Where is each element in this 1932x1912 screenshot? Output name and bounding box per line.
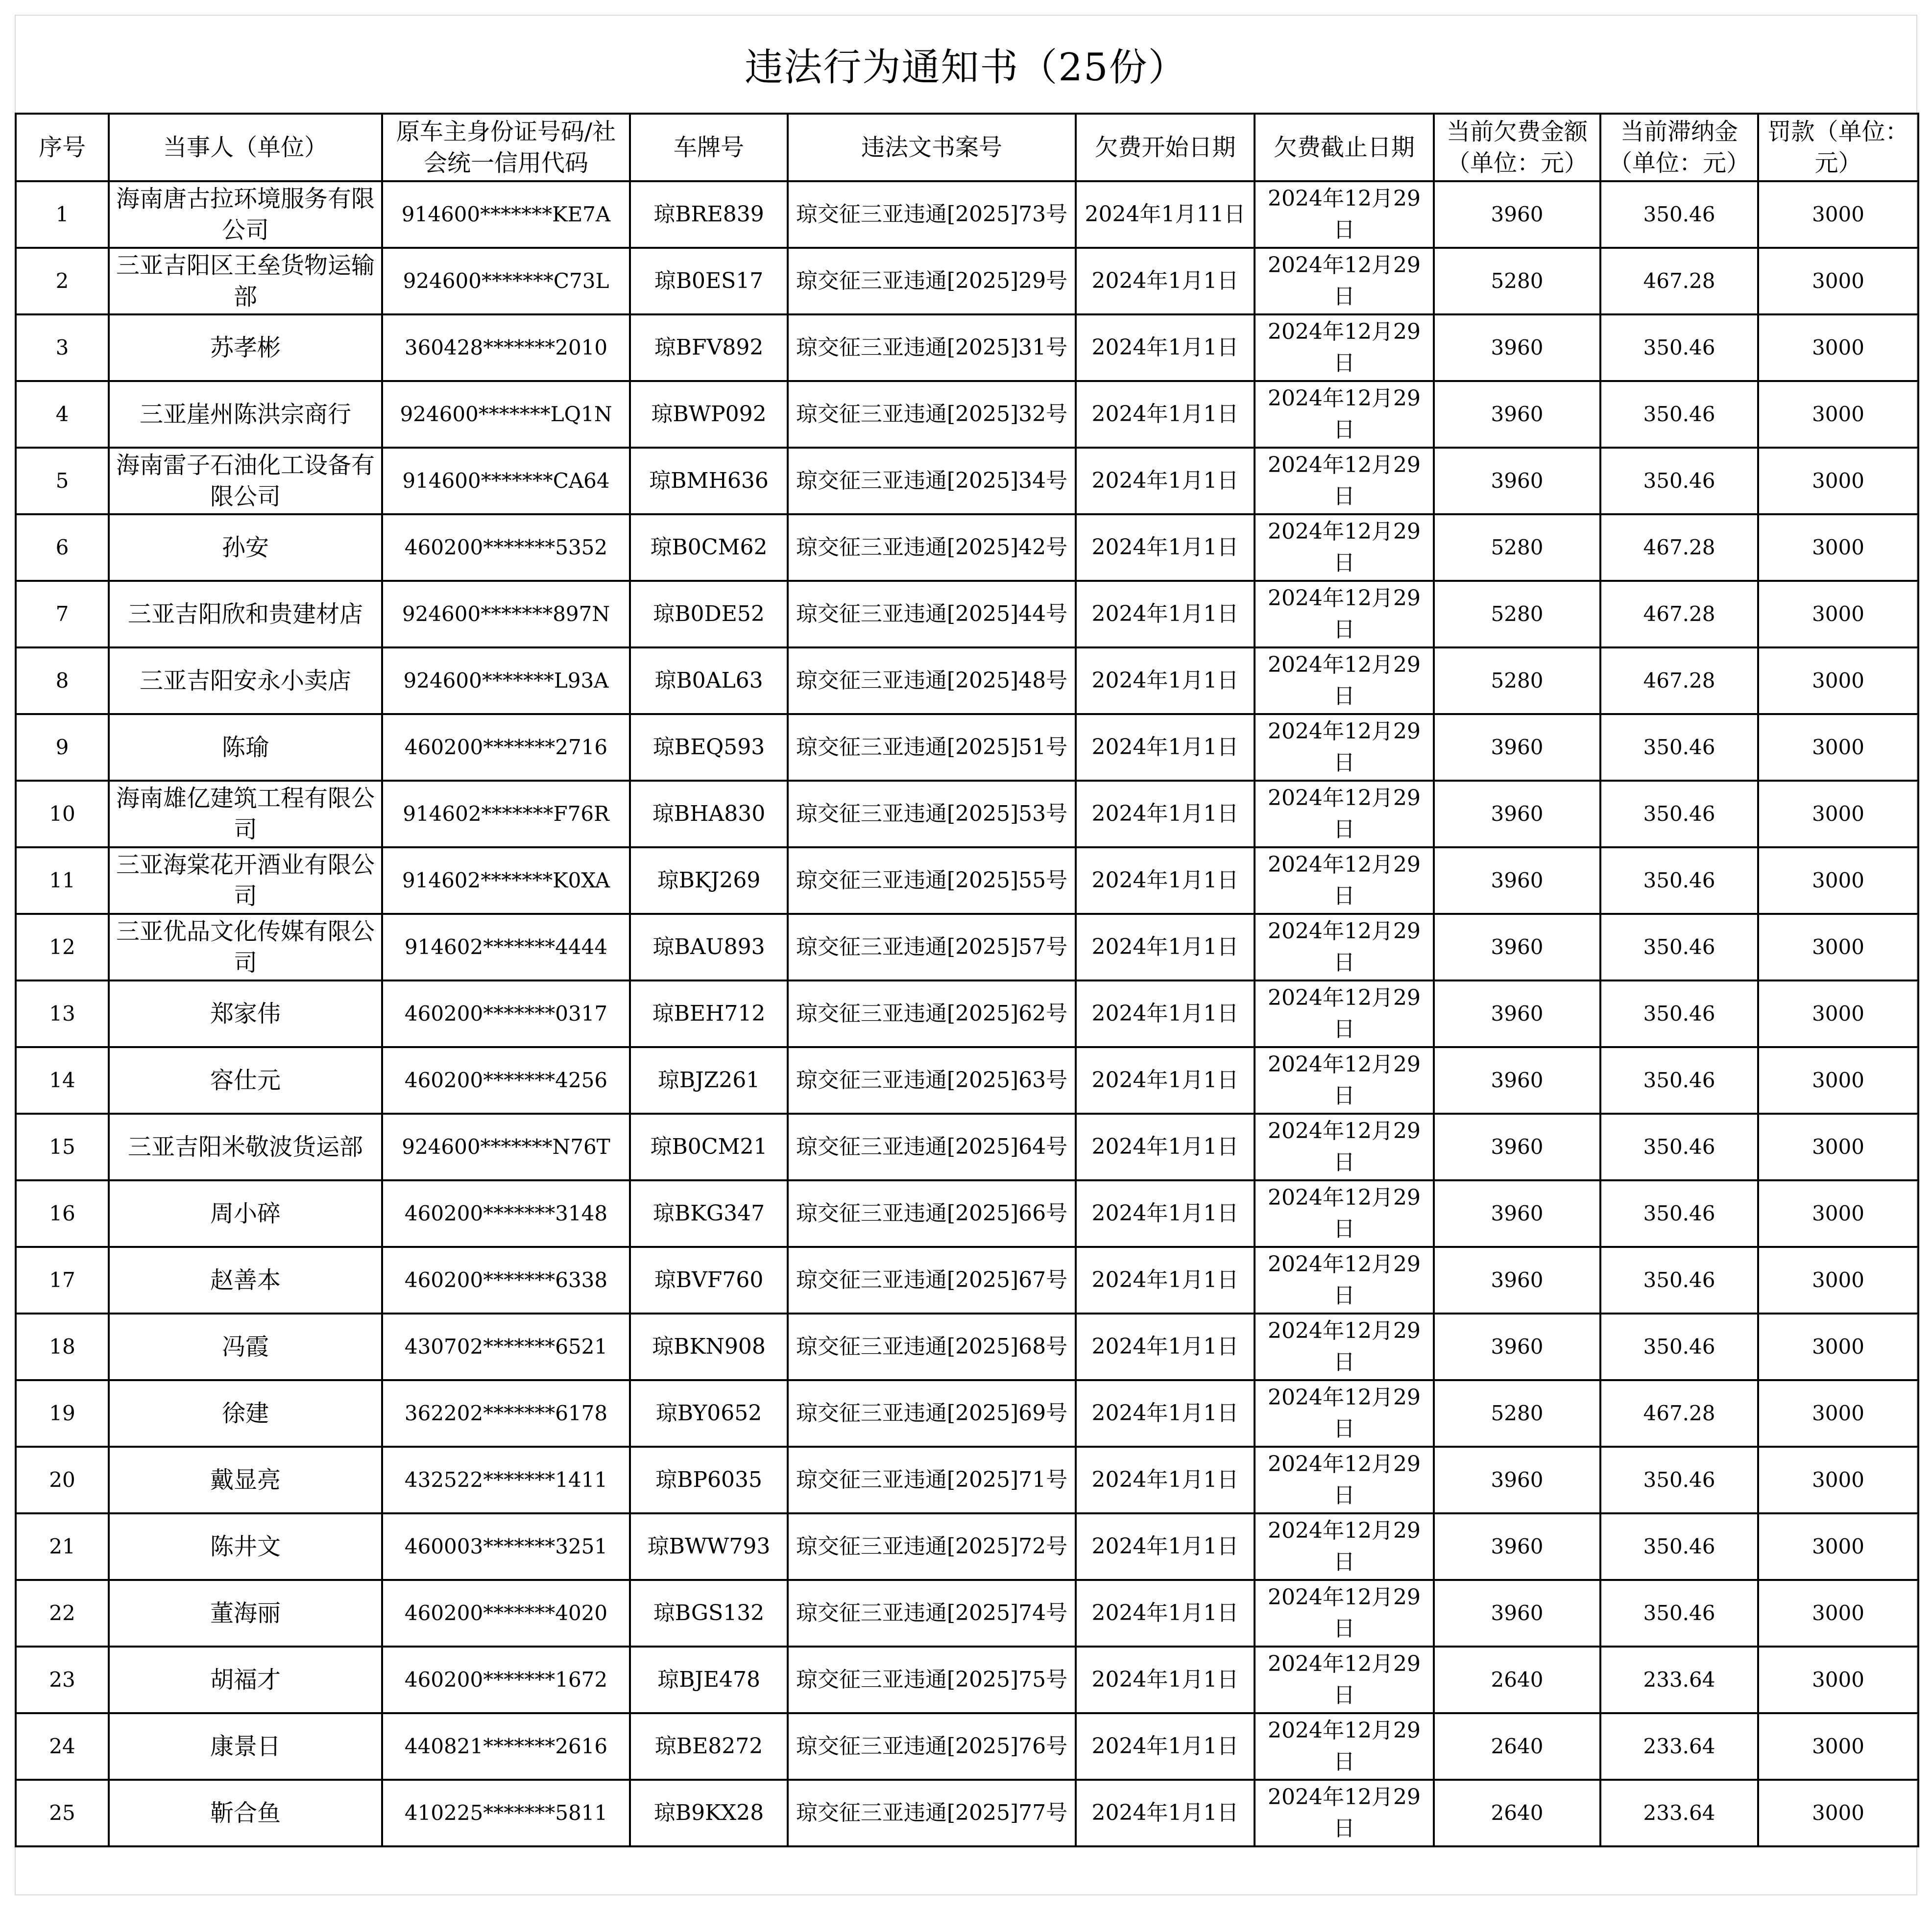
cell-party: 赵善本 bbox=[109, 1247, 382, 1314]
cell-start-date: 2024年1月1日 bbox=[1076, 1314, 1255, 1380]
cell-start-date: 2024年1月1日 bbox=[1076, 514, 1255, 581]
cell-id: 460200*******4020 bbox=[382, 1580, 630, 1647]
cell-id: 460200*******5352 bbox=[382, 514, 630, 581]
cell-case: 琼交征三亚违通[2025]42号 bbox=[788, 514, 1076, 581]
cell-case: 琼交征三亚违通[2025]69号 bbox=[788, 1380, 1076, 1447]
cell-late-fee: 350.46 bbox=[1600, 381, 1758, 448]
cell-plate: 琼BWP092 bbox=[630, 381, 788, 448]
cell-start-date: 2024年1月1日 bbox=[1076, 314, 1255, 381]
cell-plate: 琼BEQ593 bbox=[630, 714, 788, 781]
cell-party: 陈瑜 bbox=[109, 714, 382, 781]
table-row bbox=[16, 248, 1918, 314]
cell-party: 海南雷子石油化工设备有限公司 bbox=[109, 448, 382, 514]
cell-case: 琼交征三亚违通[2025]51号 bbox=[788, 714, 1076, 781]
cell-end-date: 2024年12月29日 bbox=[1255, 581, 1434, 647]
cell-no: 5 bbox=[16, 448, 109, 514]
table-row bbox=[16, 980, 1918, 1047]
header-fine: 罚款（单位：元） bbox=[1758, 114, 1918, 181]
cell-case: 琼交征三亚违通[2025]73号 bbox=[788, 181, 1076, 248]
cell-id: 430702*******6521 bbox=[382, 1314, 630, 1380]
cell-plate: 琼BKJ269 bbox=[630, 847, 788, 914]
cell-case: 琼交征三亚违通[2025]64号 bbox=[788, 1114, 1076, 1180]
cell-id: 460200*******3148 bbox=[382, 1180, 630, 1247]
cell-late-fee: 350.46 bbox=[1600, 1580, 1758, 1647]
cell-late-fee: 350.46 bbox=[1600, 914, 1758, 980]
cell-party: 孙安 bbox=[109, 514, 382, 581]
cell-owed-amount: 3960 bbox=[1434, 1314, 1600, 1380]
cell-plate: 琼B0ES17 bbox=[630, 248, 788, 314]
cell-case: 琼交征三亚违通[2025]29号 bbox=[788, 248, 1076, 314]
table-row bbox=[16, 714, 1918, 781]
cell-party: 三亚优品文化传媒有限公司 bbox=[109, 914, 382, 980]
cell-no: 6 bbox=[16, 514, 109, 581]
cell-case: 琼交征三亚违通[2025]44号 bbox=[788, 581, 1076, 647]
table-row bbox=[16, 1180, 1918, 1247]
cell-end-date: 2024年12月29日 bbox=[1255, 314, 1434, 381]
cell-end-date: 2024年12月29日 bbox=[1255, 847, 1434, 914]
cell-start-date: 2024年1月1日 bbox=[1076, 248, 1255, 314]
cell-no: 24 bbox=[16, 1713, 109, 1780]
header-row bbox=[16, 114, 1918, 181]
cell-no: 17 bbox=[16, 1247, 109, 1314]
cell-start-date: 2024年1月11日 bbox=[1076, 181, 1255, 248]
cell-party: 冯霞 bbox=[109, 1314, 382, 1380]
cell-plate: 琼BFV892 bbox=[630, 314, 788, 381]
cell-fine: 3000 bbox=[1758, 647, 1918, 714]
cell-start-date: 2024年1月1日 bbox=[1076, 448, 1255, 514]
cell-party: 董海丽 bbox=[109, 1580, 382, 1647]
cell-case: 琼交征三亚违通[2025]76号 bbox=[788, 1713, 1076, 1780]
cell-start-date: 2024年1月1日 bbox=[1076, 847, 1255, 914]
cell-no: 8 bbox=[16, 647, 109, 714]
cell-owed-amount: 3960 bbox=[1434, 1513, 1600, 1580]
cell-late-fee: 350.46 bbox=[1600, 1247, 1758, 1314]
cell-owed-amount: 3960 bbox=[1434, 181, 1600, 248]
cell-plate: 琼BJZ261 bbox=[630, 1047, 788, 1114]
cell-end-date: 2024年12月29日 bbox=[1255, 1114, 1434, 1180]
cell-fine: 3000 bbox=[1758, 381, 1918, 448]
cell-plate: 琼B0AL63 bbox=[630, 647, 788, 714]
cell-case: 琼交征三亚违通[2025]48号 bbox=[788, 647, 1076, 714]
cell-id: 362202*******6178 bbox=[382, 1380, 630, 1447]
cell-id: 914600*******KE7A bbox=[382, 181, 630, 248]
cell-id: 924600*******897N bbox=[382, 581, 630, 647]
header-end: 欠费截止日期 bbox=[1255, 114, 1434, 181]
cell-late-fee: 467.28 bbox=[1600, 248, 1758, 314]
cell-no: 20 bbox=[16, 1447, 109, 1513]
table-row bbox=[16, 1447, 1918, 1513]
cell-party: 三亚崖州陈洪宗商行 bbox=[109, 381, 382, 448]
table-row bbox=[16, 1580, 1918, 1647]
table-row bbox=[16, 448, 1918, 514]
cell-late-fee: 467.28 bbox=[1600, 514, 1758, 581]
cell-late-fee: 350.46 bbox=[1600, 1180, 1758, 1247]
table-row bbox=[16, 581, 1918, 647]
cell-late-fee: 350.46 bbox=[1600, 1047, 1758, 1114]
cell-end-date: 2024年12月29日 bbox=[1255, 448, 1434, 514]
cell-owed-amount: 3960 bbox=[1434, 847, 1600, 914]
cell-party: 三亚吉阳安永小卖店 bbox=[109, 647, 382, 714]
cell-no: 16 bbox=[16, 1180, 109, 1247]
cell-no: 7 bbox=[16, 581, 109, 647]
cell-end-date: 2024年12月29日 bbox=[1255, 1580, 1434, 1647]
cell-plate: 琼BGS132 bbox=[630, 1580, 788, 1647]
cell-end-date: 2024年12月29日 bbox=[1255, 781, 1434, 847]
cell-fine: 3000 bbox=[1758, 181, 1918, 248]
cell-no: 22 bbox=[16, 1580, 109, 1647]
cell-id: 924600*******LQ1N bbox=[382, 381, 630, 448]
cell-party: 陈井文 bbox=[109, 1513, 382, 1580]
cell-plate: 琼BKG347 bbox=[630, 1180, 788, 1247]
cell-end-date: 2024年12月29日 bbox=[1255, 714, 1434, 781]
cell-start-date: 2024年1月1日 bbox=[1076, 1780, 1255, 1846]
header-late: 当前滞纳金（单位：元） bbox=[1600, 114, 1758, 181]
cell-fine: 3000 bbox=[1758, 1513, 1918, 1580]
cell-start-date: 2024年1月1日 bbox=[1076, 1380, 1255, 1447]
cell-start-date: 2024年1月1日 bbox=[1076, 1047, 1255, 1114]
cell-late-fee: 350.46 bbox=[1600, 314, 1758, 381]
cell-late-fee: 350.46 bbox=[1600, 781, 1758, 847]
cell-fine: 3000 bbox=[1758, 914, 1918, 980]
table-row bbox=[16, 181, 1918, 248]
cell-no: 21 bbox=[16, 1513, 109, 1580]
cell-no: 10 bbox=[16, 781, 109, 847]
cell-owed-amount: 2640 bbox=[1434, 1780, 1600, 1846]
cell-plate: 琼BKN908 bbox=[630, 1314, 788, 1380]
cell-no: 4 bbox=[16, 381, 109, 448]
cell-late-fee: 467.28 bbox=[1600, 1380, 1758, 1447]
cell-party: 海南雄亿建筑工程有限公司 bbox=[109, 781, 382, 847]
cell-start-date: 2024年1月1日 bbox=[1076, 1447, 1255, 1513]
cell-id: 914602*******K0XA bbox=[382, 847, 630, 914]
cell-late-fee: 350.46 bbox=[1600, 181, 1758, 248]
cell-id: 460200*******4256 bbox=[382, 1047, 630, 1114]
cell-party: 三亚吉阳欣和贵建材店 bbox=[109, 581, 382, 647]
cell-id: 924600*******N76T bbox=[382, 1114, 630, 1180]
cell-case: 琼交征三亚违通[2025]57号 bbox=[788, 914, 1076, 980]
cell-owed-amount: 3960 bbox=[1434, 1114, 1600, 1180]
cell-party: 徐建 bbox=[109, 1380, 382, 1447]
cell-owed-amount: 5280 bbox=[1434, 1380, 1600, 1447]
header-case: 违法文书案号 bbox=[788, 114, 1076, 181]
cell-end-date: 2024年12月29日 bbox=[1255, 980, 1434, 1047]
cell-id: 914602*******F76R bbox=[382, 781, 630, 847]
cell-end-date: 2024年12月29日 bbox=[1255, 1314, 1434, 1380]
cell-party: 康景日 bbox=[109, 1713, 382, 1780]
cell-owed-amount: 3960 bbox=[1434, 1580, 1600, 1647]
cell-party: 海南唐古拉环境服务有限公司 bbox=[109, 181, 382, 248]
table-row bbox=[16, 1780, 1918, 1846]
cell-no: 15 bbox=[16, 1114, 109, 1180]
cell-no: 9 bbox=[16, 714, 109, 781]
table-row bbox=[16, 1047, 1918, 1114]
table-row bbox=[16, 847, 1918, 914]
cell-start-date: 2024年1月1日 bbox=[1076, 647, 1255, 714]
cell-case: 琼交征三亚违通[2025]63号 bbox=[788, 1047, 1076, 1114]
cell-owed-amount: 3960 bbox=[1434, 1180, 1600, 1247]
document-title: 违法行为通知书（25份） bbox=[745, 46, 1187, 90]
table-row bbox=[16, 514, 1918, 581]
table-row bbox=[16, 914, 1918, 980]
header-plate: 车牌号 bbox=[630, 114, 788, 181]
table-row bbox=[16, 781, 1918, 847]
cell-start-date: 2024年1月1日 bbox=[1076, 1513, 1255, 1580]
table-row bbox=[16, 1380, 1918, 1447]
cell-owed-amount: 2640 bbox=[1434, 1647, 1600, 1713]
cell-late-fee: 350.46 bbox=[1600, 1114, 1758, 1180]
cell-case: 琼交征三亚违通[2025]31号 bbox=[788, 314, 1076, 381]
cell-case: 琼交征三亚违通[2025]67号 bbox=[788, 1247, 1076, 1314]
cell-start-date: 2024年1月1日 bbox=[1076, 381, 1255, 448]
cell-plate: 琼BMH636 bbox=[630, 448, 788, 514]
cell-owed-amount: 3960 bbox=[1434, 314, 1600, 381]
cell-fine: 3000 bbox=[1758, 1447, 1918, 1513]
table-row bbox=[16, 1647, 1918, 1713]
cell-end-date: 2024年12月29日 bbox=[1255, 514, 1434, 581]
cell-fine: 3000 bbox=[1758, 1047, 1918, 1114]
table-row bbox=[16, 314, 1918, 381]
cell-case: 琼交征三亚违通[2025]53号 bbox=[788, 781, 1076, 847]
header-party: 当事人（单位） bbox=[109, 114, 382, 181]
cell-fine: 3000 bbox=[1758, 581, 1918, 647]
cell-late-fee: 350.46 bbox=[1600, 1447, 1758, 1513]
cell-no: 14 bbox=[16, 1047, 109, 1114]
cell-id: 432522*******1411 bbox=[382, 1447, 630, 1513]
table-row bbox=[16, 381, 1918, 448]
cell-plate: 琼BJE478 bbox=[630, 1647, 788, 1713]
cell-late-fee: 233.64 bbox=[1600, 1713, 1758, 1780]
cell-no: 12 bbox=[16, 914, 109, 980]
cell-end-date: 2024年12月29日 bbox=[1255, 914, 1434, 980]
header-no: 序号 bbox=[16, 114, 109, 181]
cell-no: 18 bbox=[16, 1314, 109, 1380]
cell-no: 25 bbox=[16, 1780, 109, 1846]
cell-late-fee: 350.46 bbox=[1600, 1314, 1758, 1380]
cell-owed-amount: 3960 bbox=[1434, 714, 1600, 781]
cell-case: 琼交征三亚违通[2025]72号 bbox=[788, 1513, 1076, 1580]
table-row bbox=[16, 1713, 1918, 1780]
table-row bbox=[16, 1314, 1918, 1380]
cell-plate: 琼B0DE52 bbox=[630, 581, 788, 647]
header-start: 欠费开始日期 bbox=[1076, 114, 1255, 181]
cell-late-fee: 350.46 bbox=[1600, 980, 1758, 1047]
header-id: 原车主身份证号码/社会统一信用代码 bbox=[382, 114, 630, 181]
cell-owed-amount: 5280 bbox=[1434, 514, 1600, 581]
cell-no: 13 bbox=[16, 980, 109, 1047]
cell-late-fee: 350.46 bbox=[1600, 714, 1758, 781]
cell-end-date: 2024年12月29日 bbox=[1255, 1647, 1434, 1713]
cell-id: 914600*******CA64 bbox=[382, 448, 630, 514]
cell-late-fee: 233.64 bbox=[1600, 1780, 1758, 1846]
cell-fine: 3000 bbox=[1758, 980, 1918, 1047]
cell-start-date: 2024年1月1日 bbox=[1076, 1247, 1255, 1314]
cell-owed-amount: 3960 bbox=[1434, 448, 1600, 514]
cell-party: 郑家伟 bbox=[109, 980, 382, 1047]
cell-id: 460200*******2716 bbox=[382, 714, 630, 781]
cell-fine: 3000 bbox=[1758, 847, 1918, 914]
cell-owed-amount: 3960 bbox=[1434, 781, 1600, 847]
cell-fine: 3000 bbox=[1758, 1713, 1918, 1780]
cell-party: 三亚海棠花开酒业有限公司 bbox=[109, 847, 382, 914]
cell-plate: 琼BEH712 bbox=[630, 980, 788, 1047]
cell-no: 19 bbox=[16, 1380, 109, 1447]
cell-case: 琼交征三亚违通[2025]66号 bbox=[788, 1180, 1076, 1247]
cell-owed-amount: 5280 bbox=[1434, 647, 1600, 714]
cell-late-fee: 467.28 bbox=[1600, 647, 1758, 714]
cell-end-date: 2024年12月29日 bbox=[1255, 1780, 1434, 1846]
cell-plate: 琼B0CM21 bbox=[630, 1114, 788, 1180]
cell-fine: 3000 bbox=[1758, 1580, 1918, 1647]
cell-owed-amount: 3960 bbox=[1434, 1047, 1600, 1114]
cell-fine: 3000 bbox=[1758, 1114, 1918, 1180]
cell-start-date: 2024年1月1日 bbox=[1076, 980, 1255, 1047]
cell-late-fee: 350.46 bbox=[1600, 448, 1758, 514]
cell-party: 戴显亮 bbox=[109, 1447, 382, 1513]
table-row bbox=[16, 1513, 1918, 1580]
cell-owed-amount: 5280 bbox=[1434, 248, 1600, 314]
cell-case: 琼交征三亚违通[2025]77号 bbox=[788, 1780, 1076, 1846]
cell-case: 琼交征三亚违通[2025]75号 bbox=[788, 1647, 1076, 1713]
cell-end-date: 2024年12月29日 bbox=[1255, 647, 1434, 714]
cell-party: 周小碎 bbox=[109, 1180, 382, 1247]
cell-plate: 琼B0CM62 bbox=[630, 514, 788, 581]
cell-owed-amount: 3960 bbox=[1434, 1247, 1600, 1314]
cell-id: 914602*******4444 bbox=[382, 914, 630, 980]
cell-late-fee: 233.64 bbox=[1600, 1647, 1758, 1713]
cell-case: 琼交征三亚违通[2025]55号 bbox=[788, 847, 1076, 914]
cell-no: 11 bbox=[16, 847, 109, 914]
cell-party: 靳合鱼 bbox=[109, 1780, 382, 1846]
cell-id: 410225*******5811 bbox=[382, 1780, 630, 1846]
cell-fine: 3000 bbox=[1758, 1180, 1918, 1247]
cell-start-date: 2024年1月1日 bbox=[1076, 581, 1255, 647]
notice-table bbox=[15, 113, 1919, 1847]
cell-end-date: 2024年12月29日 bbox=[1255, 381, 1434, 448]
cell-id: 924600*******L93A bbox=[382, 647, 630, 714]
cell-end-date: 2024年12月29日 bbox=[1255, 248, 1434, 314]
cell-case: 琼交征三亚违通[2025]62号 bbox=[788, 980, 1076, 1047]
cell-plate: 琼BRE839 bbox=[630, 181, 788, 248]
cell-fine: 3000 bbox=[1758, 781, 1918, 847]
cell-plate: 琼BWW793 bbox=[630, 1513, 788, 1580]
cell-id: 460003*******3251 bbox=[382, 1513, 630, 1580]
cell-fine: 3000 bbox=[1758, 1314, 1918, 1380]
table-row bbox=[16, 1247, 1918, 1314]
table-row bbox=[16, 1114, 1918, 1180]
cell-plate: 琼BY0652 bbox=[630, 1380, 788, 1447]
cell-party: 胡福才 bbox=[109, 1647, 382, 1713]
table-row bbox=[16, 647, 1918, 714]
cell-owed-amount: 3960 bbox=[1434, 980, 1600, 1047]
cell-no: 1 bbox=[16, 181, 109, 248]
cell-fine: 3000 bbox=[1758, 248, 1918, 314]
cell-case: 琼交征三亚违通[2025]34号 bbox=[788, 448, 1076, 514]
cell-late-fee: 467.28 bbox=[1600, 581, 1758, 647]
table-body bbox=[16, 181, 1918, 1846]
cell-late-fee: 350.46 bbox=[1600, 847, 1758, 914]
cell-owed-amount: 5280 bbox=[1434, 581, 1600, 647]
cell-id: 460200*******6338 bbox=[382, 1247, 630, 1314]
cell-start-date: 2024年1月1日 bbox=[1076, 714, 1255, 781]
cell-end-date: 2024年12月29日 bbox=[1255, 1180, 1434, 1247]
cell-id: 924600*******C73L bbox=[382, 248, 630, 314]
cell-owed-amount: 3960 bbox=[1434, 381, 1600, 448]
cell-id: 460200*******0317 bbox=[382, 980, 630, 1047]
cell-owed-amount: 2640 bbox=[1434, 1713, 1600, 1780]
cell-fine: 3000 bbox=[1758, 314, 1918, 381]
cell-case: 琼交征三亚违通[2025]68号 bbox=[788, 1314, 1076, 1380]
cell-case: 琼交征三亚违通[2025]74号 bbox=[788, 1580, 1076, 1647]
cell-no: 23 bbox=[16, 1647, 109, 1713]
cell-fine: 3000 bbox=[1758, 448, 1918, 514]
cell-plate: 琼BE8272 bbox=[630, 1713, 788, 1780]
cell-case: 琼交征三亚违通[2025]32号 bbox=[788, 381, 1076, 448]
cell-owed-amount: 3960 bbox=[1434, 1447, 1600, 1513]
cell-party: 容仕元 bbox=[109, 1047, 382, 1114]
cell-id: 440821*******2616 bbox=[382, 1713, 630, 1780]
cell-end-date: 2024年12月29日 bbox=[1255, 1247, 1434, 1314]
cell-plate: 琼BHA830 bbox=[630, 781, 788, 847]
cell-start-date: 2024年1月1日 bbox=[1076, 1580, 1255, 1647]
cell-fine: 3000 bbox=[1758, 1647, 1918, 1713]
cell-start-date: 2024年1月1日 bbox=[1076, 1647, 1255, 1713]
cell-plate: 琼BP6035 bbox=[630, 1447, 788, 1513]
cell-end-date: 2024年12月29日 bbox=[1255, 1513, 1434, 1580]
cell-no: 2 bbox=[16, 248, 109, 314]
cell-no: 3 bbox=[16, 314, 109, 381]
cell-plate: 琼BAU893 bbox=[630, 914, 788, 980]
cell-fine: 3000 bbox=[1758, 514, 1918, 581]
cell-late-fee: 350.46 bbox=[1600, 1513, 1758, 1580]
cell-fine: 3000 bbox=[1758, 1380, 1918, 1447]
cell-fine: 3000 bbox=[1758, 1247, 1918, 1314]
cell-end-date: 2024年12月29日 bbox=[1255, 181, 1434, 248]
cell-start-date: 2024年1月1日 bbox=[1076, 781, 1255, 847]
cell-start-date: 2024年1月1日 bbox=[1076, 1713, 1255, 1780]
cell-party: 三亚吉阳区王垒货物运输部 bbox=[109, 248, 382, 314]
cell-start-date: 2024年1月1日 bbox=[1076, 1114, 1255, 1180]
cell-end-date: 2024年12月29日 bbox=[1255, 1380, 1434, 1447]
cell-fine: 3000 bbox=[1758, 714, 1918, 781]
cell-party: 三亚吉阳米敬波货运部 bbox=[109, 1114, 382, 1180]
title-bar bbox=[16, 16, 1916, 113]
cell-end-date: 2024年12月29日 bbox=[1255, 1447, 1434, 1513]
header-owed: 当前欠费金额（单位：元） bbox=[1434, 114, 1600, 181]
cell-end-date: 2024年12月29日 bbox=[1255, 1713, 1434, 1780]
cell-end-date: 2024年12月29日 bbox=[1255, 1047, 1434, 1114]
cell-fine: 3000 bbox=[1758, 1780, 1918, 1846]
cell-start-date: 2024年1月1日 bbox=[1076, 914, 1255, 980]
cell-plate: 琼BVF760 bbox=[630, 1247, 788, 1314]
cell-id: 360428*******2010 bbox=[382, 314, 630, 381]
cell-start-date: 2024年1月1日 bbox=[1076, 1180, 1255, 1247]
cell-owed-amount: 3960 bbox=[1434, 914, 1600, 980]
cell-id: 460200*******1672 bbox=[382, 1647, 630, 1713]
cell-case: 琼交征三亚违通[2025]71号 bbox=[788, 1447, 1076, 1513]
cell-party: 苏孝彬 bbox=[109, 314, 382, 381]
cell-plate: 琼B9KX28 bbox=[630, 1780, 788, 1846]
